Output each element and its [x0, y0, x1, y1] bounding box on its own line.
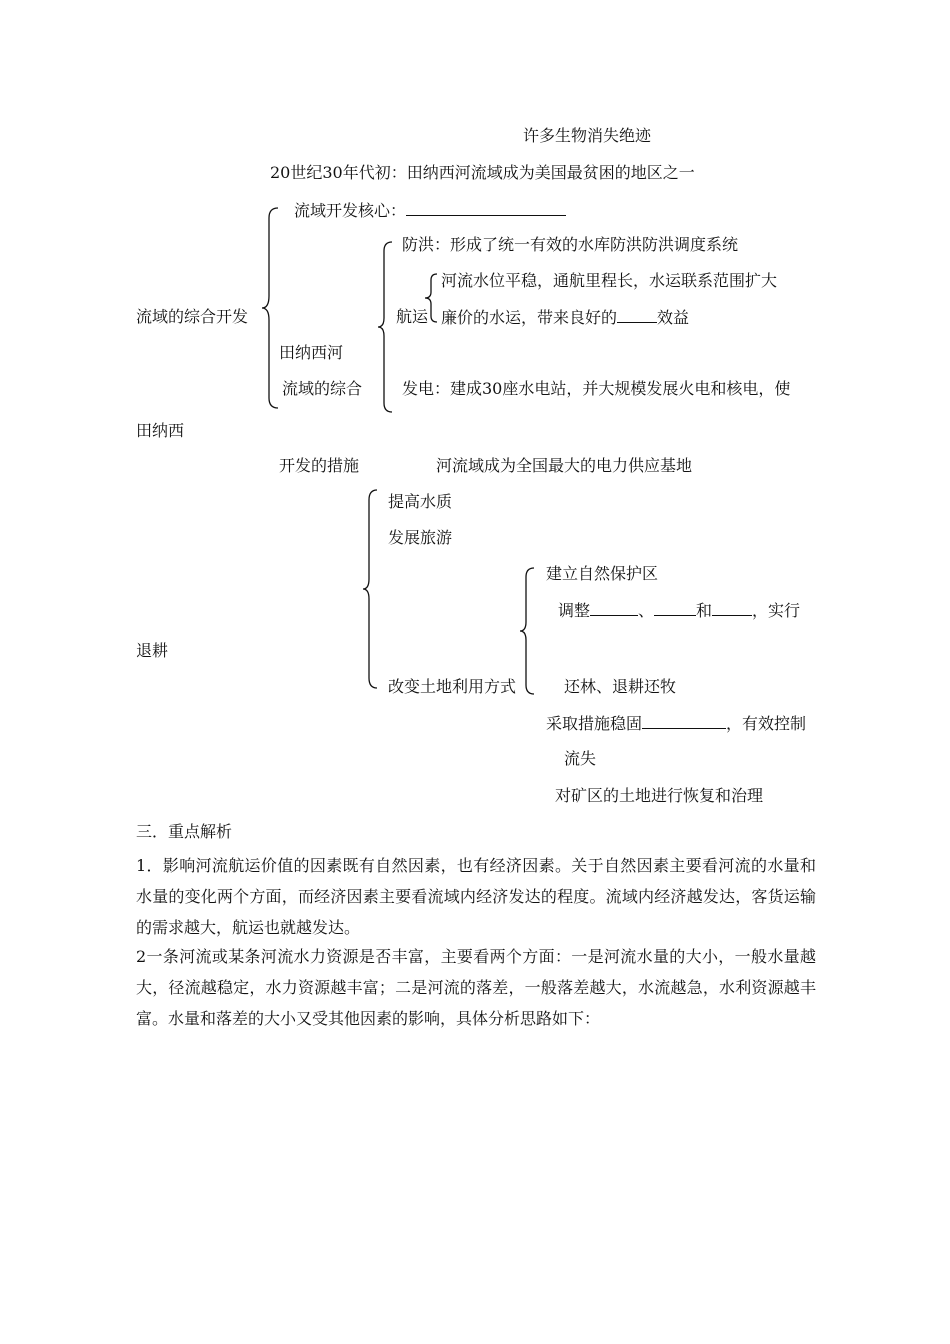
shipping-2-text: 廉价的水运，带来良好的: [441, 308, 618, 327]
top-line: 许多生物消失绝迹: [523, 126, 652, 145]
adjust-label: 调整: [558, 601, 591, 620]
paragraph-1: 1．影响河流航运价值的因素既有自然因素，也有经济因素。关于自然因素主要看河流的水量和水量的变化两个方面，而经济因素主要看流域内经济发达的程度。流域内经济越发达，客货运输的需求越大，航运也就越发达。: [136, 856, 816, 937]
history-line: 20世纪30年代初：田纳西河流域成为美国最贫困的地区之一: [270, 163, 695, 182]
shipping-item-1: 河流水位平稳，通航里程长，水运联系范围扩大: [441, 271, 778, 290]
brace-ecology-path: [363, 490, 377, 688]
tourism: 发展旅游: [388, 528, 453, 547]
benefit-blank: [617, 307, 657, 323]
brace-main-path: [262, 208, 278, 408]
core-line: [294, 200, 566, 221]
water-quality: 提高水质: [388, 492, 453, 511]
adjust-suffix: ，实行: [752, 601, 801, 620]
section-heading: 三．重点解析: [136, 822, 233, 841]
core-label: 流域开发核心：: [294, 201, 407, 220]
adjust-blank-1: [590, 600, 638, 616]
brace-main: [262, 208, 282, 408]
stabilize-suffix: ，有效控制: [726, 714, 807, 733]
mine-line: 对矿区的土地进行恢复和治理: [555, 786, 764, 805]
nature-reserve: 建立自然保护区: [546, 564, 659, 583]
brace-measures: [378, 242, 396, 412]
core-blank: [406, 200, 566, 216]
adjust-blank-3: [712, 600, 752, 616]
shipping-2-suffix: 效益: [657, 308, 690, 327]
stabilize-blank: [642, 713, 726, 729]
brace-shipping-path: [425, 274, 437, 322]
left-tuigeng: 退耕: [136, 641, 169, 660]
brace-shipping: [425, 274, 439, 322]
flood-line: 防洪：形成了统一有效的水库防洪防洪调度系统: [402, 235, 739, 254]
shipping-item-2: [441, 307, 689, 328]
adjust-line: [558, 600, 800, 621]
left-fragment: 田纳西: [136, 421, 185, 440]
adjust-sep-2: 和: [696, 601, 713, 620]
brace-measures-path: [378, 242, 392, 412]
power-line-2: 河流域成为全国最大的电力供应基地: [436, 456, 693, 475]
adjust-sep-1: 、: [638, 601, 655, 620]
stabilize-line: [546, 713, 806, 734]
root-label: 流域的综合开发: [136, 307, 249, 326]
return-forest: 还林、退耕还牧: [564, 677, 677, 696]
brace-land-path: [520, 568, 534, 694]
measures-label-3: 开发的措施: [279, 456, 360, 475]
brace-ecology: [363, 490, 381, 688]
measures-label-1: 田纳西河: [279, 343, 344, 362]
measures-label-2: 流域的综合: [282, 379, 363, 398]
stabilize-label: 采取措施稳固: [546, 714, 643, 733]
adjust-blank-2: [654, 600, 696, 616]
brace-land: [520, 568, 538, 694]
power-line-1: 发电：建成30座水电站，并大规模发展火电和核电，使: [402, 379, 791, 398]
paragraph-2: 2一条河流或某条河流水力资源是否丰富，主要看两个方面：一是河流水量的大小，一般水量越大，径流越稳定，水力资源越丰富；二是河流的落差，一般落差越大，水流越急，水利资源越丰富。水量和落差的大小又受其他因素的影响，具体分析思路如下：: [136, 947, 816, 1028]
loss-line: 流失: [564, 749, 597, 768]
shipping-label: 航运: [396, 307, 429, 326]
land-use: 改变土地利用方式: [388, 677, 517, 696]
